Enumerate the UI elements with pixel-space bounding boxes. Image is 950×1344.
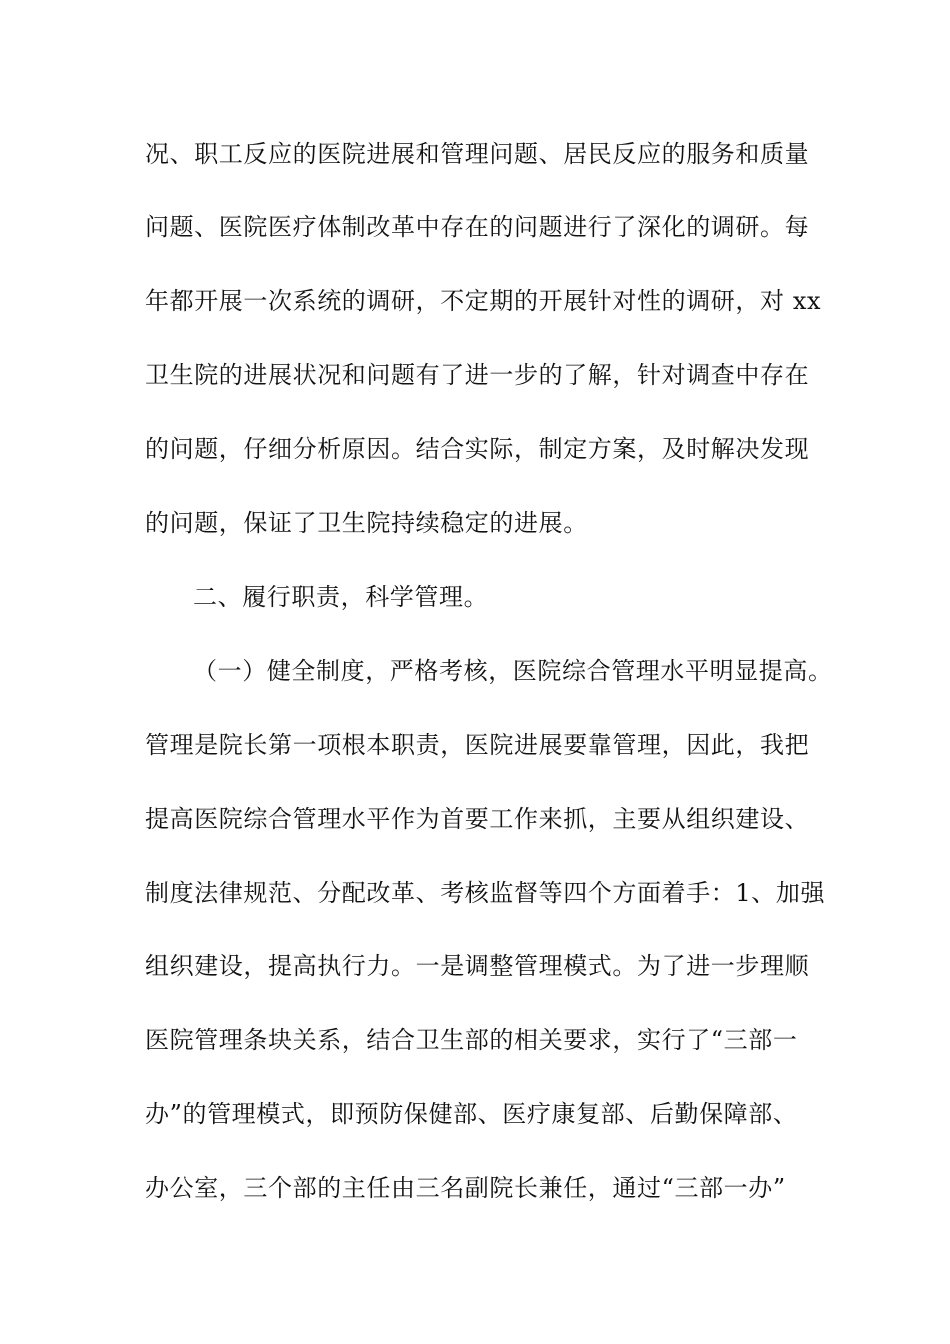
text-line: 办”的管理模式，即预防保健部、医疗康复部、后勤保障部、 [145,1100,798,1128]
text-line: 年都开展一次系统的调研，不定期的开展针对性的调研，对 xx [145,287,822,315]
text-line: 管理是院长第一项根本职责，医院进展要靠管理，因此，我把 [145,731,810,759]
text-line: 的问题，仔细分析原因。结合实际，制定方案，及时解决发现 [145,435,810,463]
text-line: 组织建设，提高执行力。一是调整管理模式。为了进一步理顺 [145,952,810,980]
text-line: 的问题，保证了卫生院持续稳定的进展。 [145,509,588,537]
text-line: 问题、医院医疗体制改革中存在的问题进行了深化的调研。每 [145,213,810,241]
text-line: 医院管理条块关系，结合卫生部的相关要求，实行了“三部一 [145,1026,798,1054]
text-line: 况、职工反应的医院进展和管理问题、居民反应的服务和质量 [145,140,810,168]
text-line: 办公室，三个部的主任由三名副院长兼任，通过“三部一办” [145,1174,786,1202]
text-line: 制度法律规范、分配改革、考核监督等四个方面着手：1、加强 [145,879,826,907]
subsection-heading: （一）健全制度，严格考核，医院综合管理水平明显提高。 [193,657,833,685]
section-heading: 二、履行职责，科学管理。 [193,583,489,611]
text-line: 卫生院的进展状况和问题有了进一步的了解，针对调查中存在 [145,361,810,389]
text-line: 提高医院综合管理水平作为首要工作来抓，主要从组织建设、 [145,805,810,833]
